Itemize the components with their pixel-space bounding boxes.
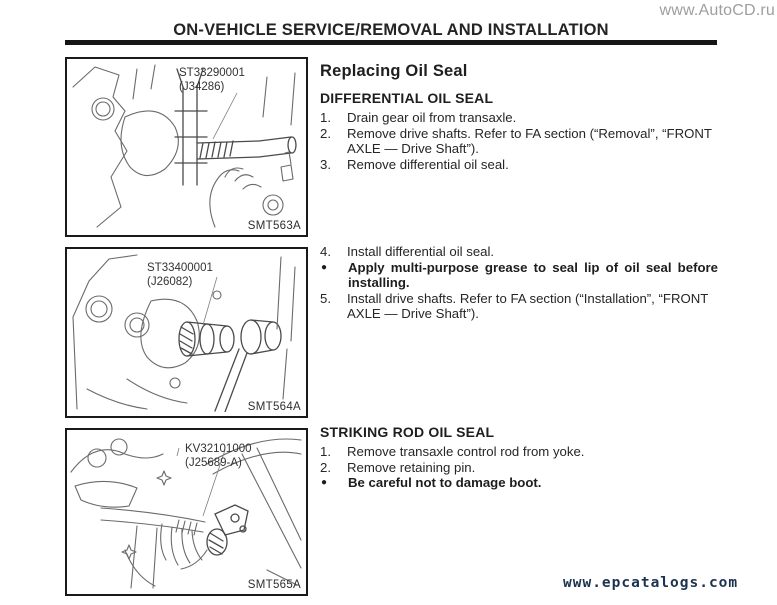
step-text: Remove differential oil seal.: [347, 156, 509, 172]
caution-item: [320, 260, 718, 291]
step-number: 1.: [320, 110, 331, 125]
tool-id: ST33290001: [179, 67, 245, 79]
tool-id-alt: (J26082): [147, 275, 193, 288]
step-item: [320, 291, 718, 322]
step-number: 5.: [320, 290, 331, 306]
step-text: Drain gear oil from transaxle.: [347, 110, 517, 125]
tool-label: [147, 262, 213, 289]
section-title: Replacing Oil Seal: [320, 62, 468, 80]
step-item: [320, 126, 718, 157]
step-item: [320, 157, 718, 173]
caution-text: Be careful not to damage boot.: [348, 475, 542, 491]
figure-striking-rod-seal: [65, 428, 308, 596]
page-title: ON-VEHICLE SERVICE/REMOVAL AND INSTALLATION: [173, 21, 609, 39]
subheading-striking-rod-oil-seal: STRIKING ROD OIL SEAL: [320, 424, 495, 440]
section-striking-rod-oil-seal: [320, 424, 718, 491]
caution-text: Apply multi-purpose grease to seal lip of oil seal before installing.: [348, 259, 718, 291]
figure-differential-seal-removal: [65, 57, 308, 237]
step-text: Remove drive shafts. Refer to FA section (“Removal”, “FRONT AXLE — Drive Shaft”).: [347, 125, 712, 157]
step-text: Install drive shafts. Refer to FA section (“Installation”, “FRONT AXLE — Drive Shaft”).: [347, 290, 709, 322]
step-item: [320, 460, 718, 476]
step-number: 1.: [320, 444, 331, 459]
step-number: 3.: [320, 156, 331, 172]
bullet-icon: ●: [321, 261, 328, 273]
step-number: 4.: [320, 244, 331, 259]
step-item: [320, 110, 718, 126]
step-item: [320, 244, 718, 260]
tool-id-alt: (J25689-A): [185, 456, 242, 469]
figure-code: SMT565A: [247, 579, 301, 591]
tool-id: ST33400001: [147, 262, 213, 274]
step-number: 2.: [320, 125, 331, 141]
header-rule: [65, 40, 717, 45]
tool-label: [185, 443, 252, 470]
section-differential-install-steps: [320, 244, 718, 322]
step-text: Remove transaxle control rod from yoke.: [347, 444, 585, 459]
step-number: 2.: [320, 459, 331, 475]
step-text: Install differential oil seal.: [347, 244, 495, 259]
figure-differential-seal-install: [65, 247, 308, 418]
caution-item: [320, 475, 718, 491]
figure-code: SMT563A: [247, 220, 301, 232]
step-item: [320, 444, 718, 460]
watermark-epcatalogs: www.epcatalogs.com: [563, 575, 739, 591]
figure-code: SMT564A: [247, 401, 301, 413]
tool-label: [179, 67, 245, 94]
subheading-differential-oil-seal: DIFFERENTIAL OIL SEAL: [320, 90, 494, 106]
step-text: Remove retaining pin.: [347, 459, 476, 475]
tool-id-alt: (J34286): [179, 80, 225, 93]
bullet-icon: ●: [321, 477, 328, 489]
watermark-autocd: www.AutoCD.ru: [659, 2, 775, 19]
section-replacing-oil-seal: [320, 62, 718, 172]
tool-id: KV32101000: [185, 443, 252, 455]
